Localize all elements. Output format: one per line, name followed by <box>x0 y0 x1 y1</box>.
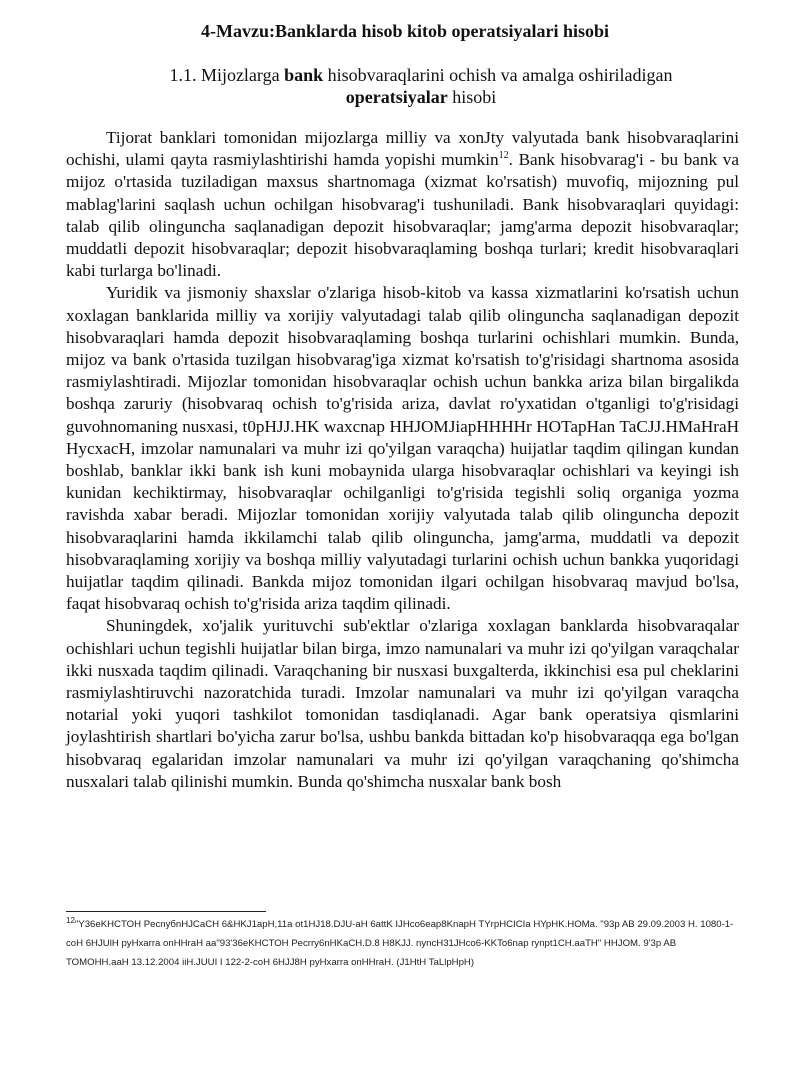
footnote-text: "Y36eKHCTOH PecnyбnHJCaCH 6&HKJ1apH,11a ot1HJ18.DJU-aH 6attK IJHco6eap8KnapH TYrpHCICIa HYpHK.HOMa. "93p AB 29.09.2003 H. 1080-1-coH 6HJUlH pyHxarra onHHraH aa"93'36eKHCTOH Pecrry6nHKaCH.D.8 H8KJJ. nyncH31JHco6-KKTo6nap rynpt1CH.aaTH" HHJOM. 9'3p AB TOMOHH.aaH 13.12.2004 iiH.JUUI I 122-2-coH 6HJJ8H pyHxarra onHHraH. (J1HtH TaLlpHpH) <box>66 919 734 968</box>
footnote <box>66 915 741 972</box>
footnote-separator <box>66 911 266 912</box>
body-text <box>66 127 739 793</box>
topic-title: 4-Mavzu:Banklarda hisob kitob operatsiyalari hisobi <box>200 21 610 41</box>
section-number: 1.1. <box>169 65 197 85</box>
bold-term: bank <box>284 65 324 85</box>
footnote-reference[interactable]: 12 <box>498 150 509 162</box>
section-heading: 1.1. Mijozlarga bank hisobvaraqlarini ochish va amalga oshiriladigan operatsiyalar hisobi <box>169 65 673 107</box>
paragraph: Tijorat banklari tomonidan mijozlarga milliy va xonJty valyutada bank hisobvaraqlarini ochishi, ulami qayta rasmiylashtirishi hamda yopishi mumkin$^{12}$. Bank hisobvarag'i - bu bank va mijoz o'rtasida tuziladigan maxsus shartnomaga (xizmat ko'rsatish) muvofiq, mijozning pul mablag'larini saqlash uchun ochilgan hisobvarag'i tushuniladi. Bank hisobvaraqlari quyidagi: talab qilib olinguncha saqlanadigan depozit hisobvaraqlar; jamg'arma depozit hisobvaraqlar; muddatli depozit hisobvaraqlar; depozit hisobvaraqlaming boshqa turlari; kredit hisobvaraqlari kabi turlarga bo'linadi. <box>66 128 740 281</box>
bold-term: operatsiyalar <box>345 87 448 107</box>
footnote-mark: 12 <box>66 916 75 925</box>
paragraph: Shuningdek, xo'jalik yurituvchi sub'ektlar o'zlariga xoxlagan banklarda hisobvaraqalar ochishlari uchun tegishli huijatlar bilan birga, imzo namunalari va muhr izi qo'yilgan varaqchalar ikki nusxada taqdim qilinadi. Varaqchaning bir nusxasi buxgalterda, ikkinchisi esa pul cheklarini rasmiylashtiruvchi nazoratchida turadi. Imzolar namunalari va muhr izi qo'yilgan varaqcha notarial yoki yuqori tashkilot tomonidan tasdiqlanadi. Agar bank operatsiya qismlarini joylashtirish shartlari bo'yicha zarur bo'lsa, ushbu bankda bittadan ko'p hisobvaraqqa ega bo'lgan hisobvaraq egalaridan imzolar namunalari va muhr izi qo'yilgan varaqchaning qo'shimcha nusxalari talab qilinishi mumkin. Bunda qo'shimcha nusxalar bank bosh <box>66 616 739 791</box>
paragraph: Yuridik va jismoniy shaxslar o'zlariga hisob-kitob va kassa xizmatlarini ko'rsatish uchun xoxlagan banklarida milliy va xorijiy valyutadagi talab qilib olinguncha saqlanadigan depozit hisobvaraqlari hamda depozit hisobvaraqlaming boshqa turlarini ochishlari mumkin. Bunda, mijoz va bank o'rtasida tuzilgan hisobvarag'iga xizmat ko'rsatish to'g'risidagi shartnoma asosida rasmiylashtiradi. Mijozlar tomonidan hisobvaraqlar ochish uchun bankka ariza bilan birgalikda boshqa zaruriy (hisobvaraq ochish to'g'risida ariza, davlat ro'yxatidan o'tganligi to'g'risidagi guvohnomaning nusxasi, t0pHJJ.HK waxcnap HHJOMJiapHHHHr HOTapHan TaCJJ.HMaHraH HycxacH, imzolar namunalari va muhr izi qo'yilgan varaqcha) huijatlar taqdim qilingan kundan boshlab, banklar ikki bank ish kuni mobaynida ularga hisobvaraqlar ochishlari va keyingi ish kunidan kechiktirmay, hisobvaraqlar ochilganligi to'g'risida tegishli soliq organiga yozma ravishda xabar beradi. Mijozlar tomonidan xorijiy valyutada talab qilib olinguncha depozit hisobvaraqlarini hamda ikkilamchi talab qilib olinguncha, jamg'arma, muddatli va depozit hisobvaraqlaming xorijiy va boshqa milliy valyutadagi turlarini ochish uchun bankka yuqoridagi huijatlar taqdim qilinadi. Bankda mijoz tomonidan ilgari ochilgan hisobvaraq mavjud bo'lsa, faqat hisobvaraq ochish to'g'risida ariza taqdim qilinadi. <box>66 283 739 614</box>
